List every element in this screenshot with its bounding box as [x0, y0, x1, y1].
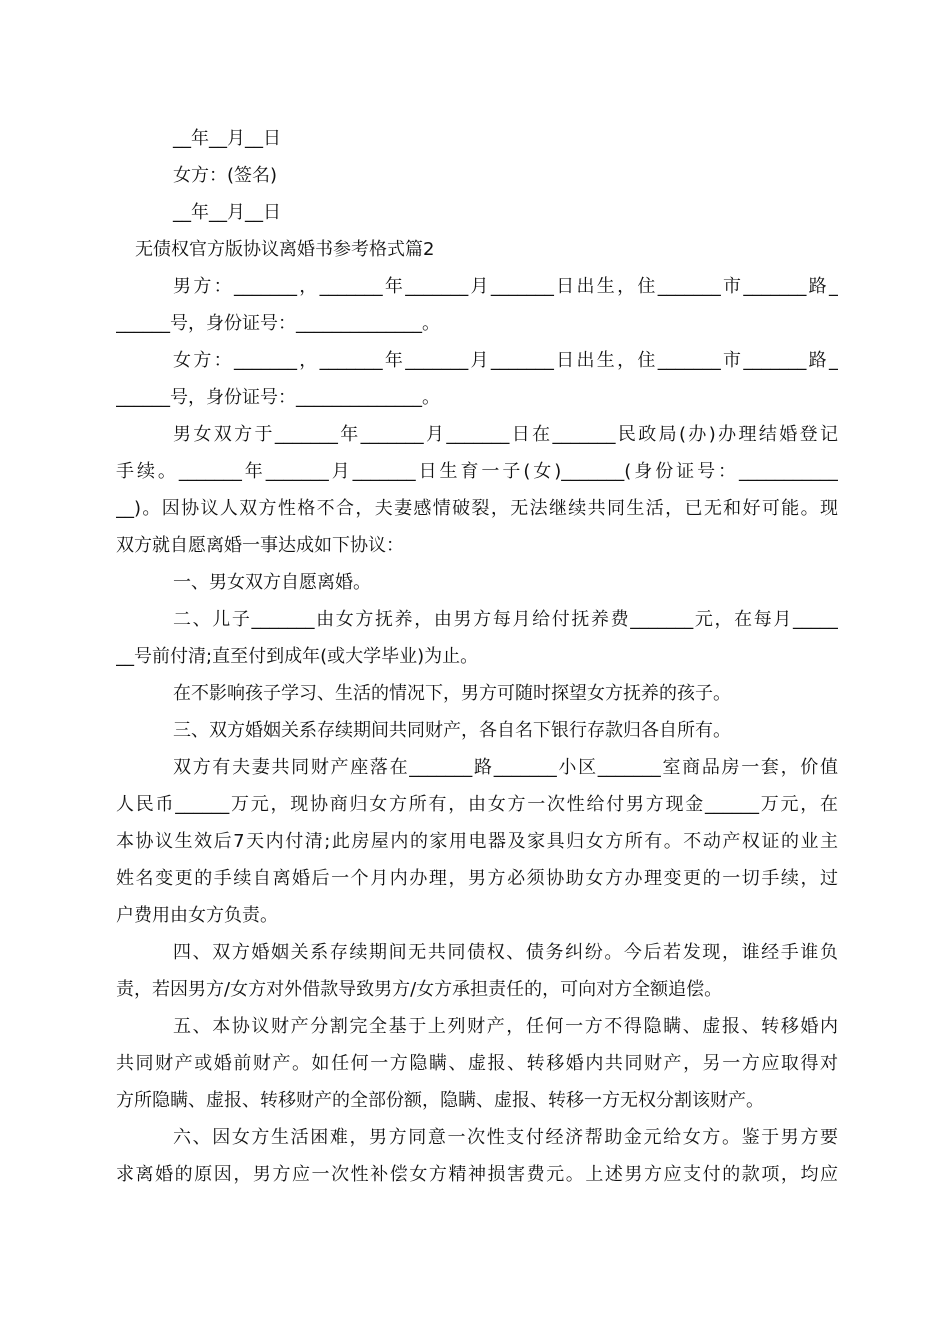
- text-line: 六、因女方生活困难，男方同意一次性支付经济帮助金元给女方。鉴于男方要: [173, 1127, 838, 1148]
- text-line: __年__月__日: [173, 202, 281, 223]
- text-line: 二、儿子_______由女方抚养，由男方每月给付抚养费_______元，在每月_____: [173, 609, 838, 630]
- text-line: ______号，身份证号：______________。: [116, 313, 440, 334]
- text-line: 在不影响孩子学习、生活的情况下，男方可随时探望女方抚养的孩子。: [173, 683, 731, 704]
- text-line: ______号，身份证号：______________。: [116, 387, 440, 408]
- text-line: 求离婚的原因，男方应一次性补偿女方精神损害费元。上述男方应支付的款项，均应: [116, 1164, 838, 1185]
- text-line: __年__月__日: [173, 128, 281, 149]
- text-line: 四、双方婚姻关系存续期间无共同债权、债务纠纷。今后若发现，谁经手谁负: [173, 942, 838, 963]
- text-line: __)。因协议人双方性格不合，夫妻感情破裂，无法继续共同生活，已无和好可能。现: [116, 498, 838, 519]
- document-body: [116, 120, 838, 1193]
- text-line: 本协议生效后7天内付清;此房屋内的家用电器及家具归女方所有。不动产权证的业主: [116, 831, 838, 852]
- text-line: 五、本协议财产分割完全基于上列财产，任何一方不得隐瞒、虚报、转移婚内: [173, 1016, 838, 1037]
- text-line: 女方：(签名): [173, 165, 278, 186]
- text-line: 男女双方于_______年_______月_______日在_______民政局(办)办理结婚登记: [173, 424, 838, 445]
- text-line: 户费用由女方负责。: [116, 905, 278, 926]
- text-line: 手续。_______年_______月_______日生育一子(女)_______(身份证号：___________: [116, 461, 838, 482]
- text-line: 方所隐瞒、虚报、转移财产的全部份额，隐瞒、虚报、转移一方无权分割该财产。: [116, 1090, 764, 1111]
- text-line: 三、双方婚姻关系存续期间共同财产，各自名下银行存款归各自所有。: [173, 720, 731, 741]
- text-line: 双方有夫妻共同财产座落在_______路_______小区_______室商品房一套，价值: [173, 757, 838, 778]
- text-line: 共同财产或婚前财产。如任何一方隐瞒、虚报、转移婚内共同财产，另一方应取得对: [116, 1053, 838, 1074]
- text-line: 责，若因男方/女方对外借款导致男方/女方承担责任的，可向对方全额追偿。: [116, 979, 723, 1000]
- text-line: __号前付清;直至付到成年(或大学毕业)为止。: [116, 646, 479, 667]
- text-line: 双方就自愿离婚一事达成如下协议：: [116, 535, 404, 556]
- text-line: 人民币______万元，现协商归女方所有，由女方一次性给付男方现金______万元，在: [116, 794, 838, 815]
- text-line: 姓名变更的手续自离婚后一个月内办理，男方必须协助女方办理变更的一切手续，过: [116, 868, 838, 889]
- text-line: 女方：_______，_______年_______月_______日出生，住_______市_______路_: [173, 350, 838, 371]
- text-line: 男方：_______，_______年_______月_______日出生，住_______市_______路_: [173, 276, 838, 297]
- text-line: 一、男女双方自愿离婚。: [173, 572, 371, 593]
- text-line: 无债权官方版协议离婚书参考格式篇2: [135, 239, 435, 260]
